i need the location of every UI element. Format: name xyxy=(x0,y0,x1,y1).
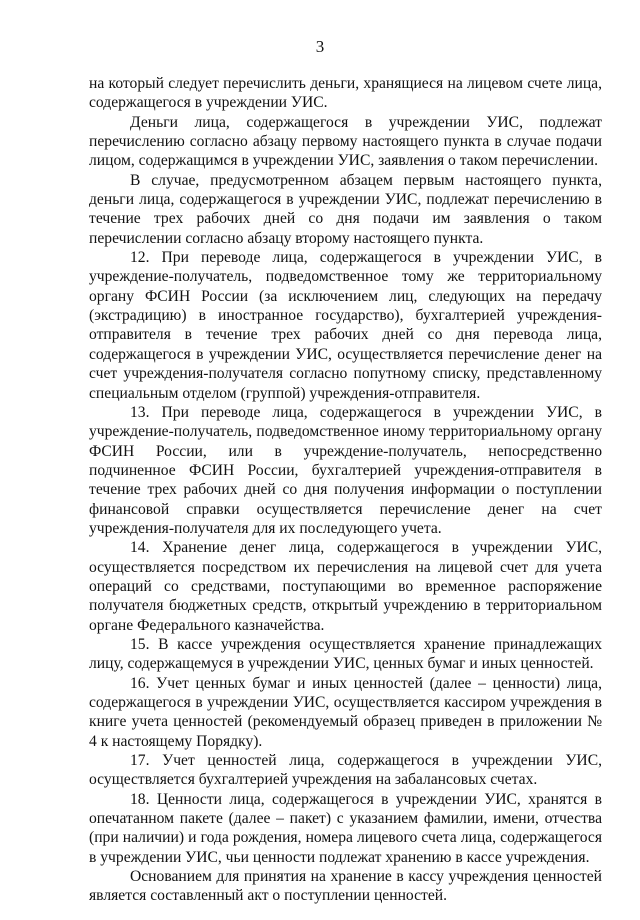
paragraph-item-15: 15. В кассе учреждения осуществляется хранение принадлежащих лицу, содержащемуся в учреждении УИС, ценных бумаг и иных ценностей. xyxy=(89,635,602,673)
paragraph-item-13: 13. При переводе лица, содержащегося в учреждении УИС, в учреждение-получатель, подведомственное иному территориальному органу ФСИН России, или в учреждение-получатель, непосредственно подчиненное ФСИН России, бухгалтерией учреждения-отправителя в течение трех рабочих дней со дня получения информации о поступлении финансовой справки осуществляется перечисление денег на счет учреждения-получателя для их последующего учета. xyxy=(89,403,602,537)
paragraph-item-12: 12. При переводе лица, содержащегося в учреждении УИС, в учреждение-получатель, подведомственное тому же территориальному органу ФСИН России (за исключением лиц, следующих на передачу (экстрадицию) в иностранное государство), бухгалтерией учреждения-отправителя в течение трех рабочих дней со дня перевода лица, содержащегося в учреждении УИС, осуществляется перечисление денег на счет учреждения-получателя согласно попутному списку, представленному специальным отделом (группой) учреждения-отправителя. xyxy=(89,249,602,402)
paragraph: В случае, предусмотренном абзацем первым настоящего пункта, деньги лица, содержащегося в учреждении УИС, подлежат перечислению в течение трех рабочих дней со дня подачи им заявления о таком перечислении согласно абзацу второму настоящего пункта. xyxy=(89,171,602,247)
paragraph: Деньги лица, содержащегося в учреждении УИС, подлежат перечислению согласно абзацу первому настоящего пункта в случае подачи лицом, содержащимся в учреждении УИС, заявления о таком перечислении. xyxy=(89,113,602,170)
paragraph-item-14: 14. Хранение денег лица, содержащегося в учреждении УИС, осуществляется посредством их перечисления на лицевой счет для учета операций со средствами, поступающими во временное распоряжение получателя бюджетных средств, открытый учреждению в территориальном органе Федерального казначейства. xyxy=(89,539,602,634)
paragraph-item-18: 18. Ценности лица, содержащегося в учреждении УИС, хранятся в опечатанном пакете (далее – пакет) с указанием фамилии, имени, отчества (при наличии) и года рождения, номера лицевого счета лица, содержащегося в учреждении УИС, чьи ценности подлежат хранению в кассе учреждения. xyxy=(89,790,602,866)
paragraph-item-17: 17. Учет ценностей лица, содержащегося в учреждении УИС, осуществляется бухгалтерией учреждения на забалансовых счетах. xyxy=(89,752,602,789)
paragraph-item-16: 16. Учет ценных бумаг и иных ценностей (далее – ценности) лица, содержащегося в учреждении УИС, осуществляется кассиром учреждения в книге учета ценностей (рекомендуемый образец приведен в приложении № 4 к настоящему Порядку). xyxy=(89,674,602,750)
paragraph-continuation: на который следует перечислить деньги, хранящиеся на лицевом счете лица, содержащегося в учреждении УИС. xyxy=(89,75,602,112)
paragraph: Основанием для принятия на хранение в кассу учреждения ценностей является составленный акт о поступлении ценностей. xyxy=(89,868,602,905)
page-number: 3 xyxy=(315,37,325,56)
document-body xyxy=(89,74,602,906)
